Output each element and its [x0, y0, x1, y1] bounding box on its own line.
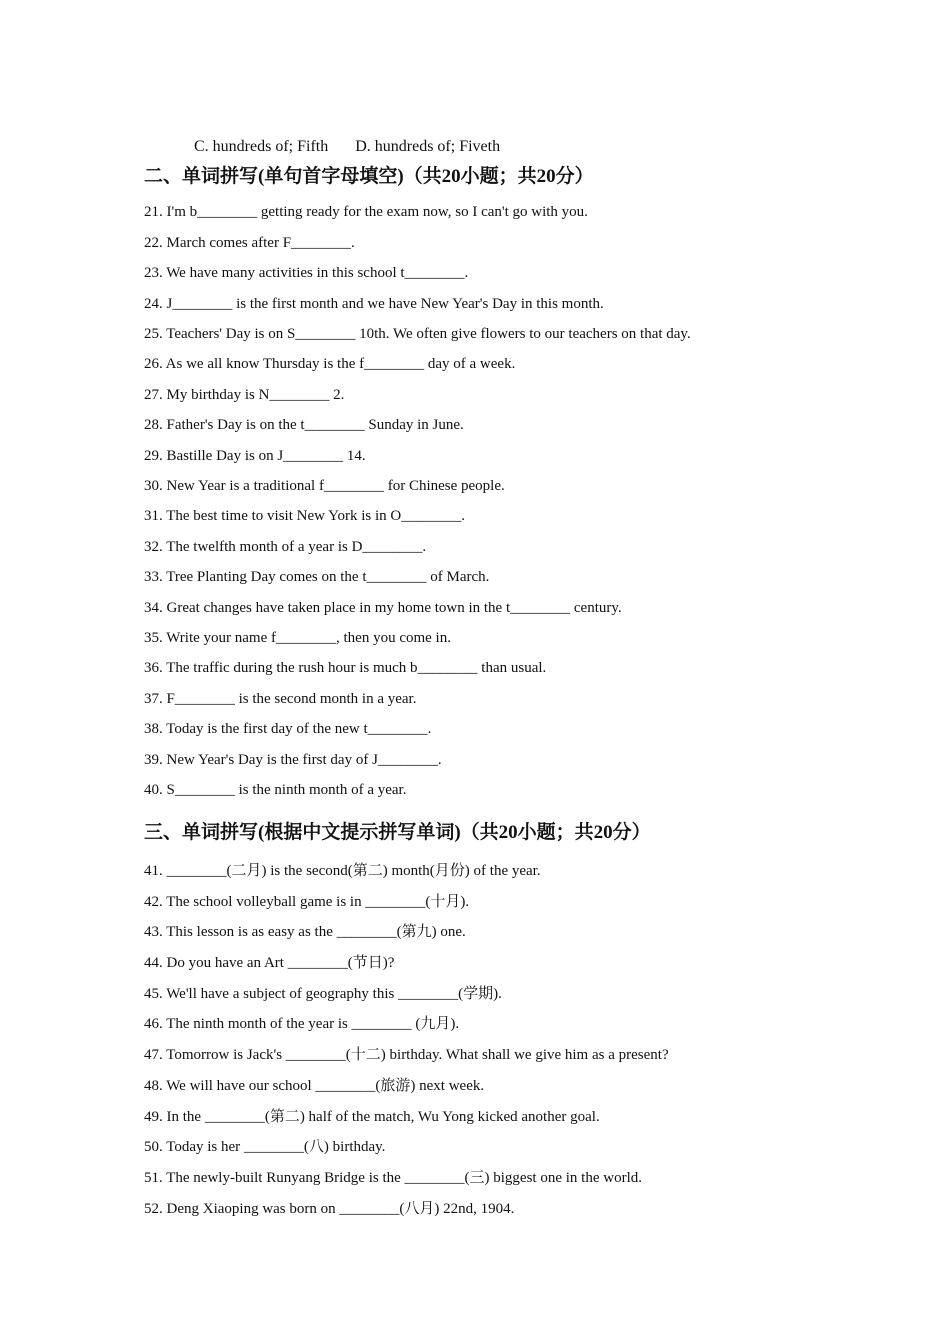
question-39: 39. New Year's Day is the first day of J________.	[144, 752, 442, 768]
question-45: 45. We'll have a subject of geography this ________(学期).	[144, 986, 502, 1002]
question-40: 40. S________ is the ninth month of a year.	[144, 782, 407, 798]
question-49: 49. In the ________(第二) half of the match, Wu Yong kicked another goal.	[144, 1109, 600, 1125]
option-d: D. hundreds of; Fiveth	[355, 138, 501, 155]
question-35: 35. Write your name f________, then you come in.	[144, 630, 451, 646]
option-c: C. hundreds of; Fifth	[194, 138, 329, 155]
question-34: 34. Great changes have taken place in my home town in the t________ century.	[144, 600, 622, 616]
question-44: 44. Do you have an Art ________(节日)?	[144, 955, 395, 971]
question-46: 46. The ninth month of the year is ________ (九月).	[144, 1016, 460, 1032]
question-51: 51. The newly-built Runyang Bridge is the ________(三) biggest one in the world.	[144, 1170, 642, 1186]
question-41: 41. ________(二月) is the second(第二) month(月份) of the year.	[144, 863, 541, 879]
section-2-heading: 二、单词拼写(单句首字母填空)（共20小题；共20分）	[144, 166, 594, 187]
question-52: 52. Deng Xiaoping was born on ________(八月) 22nd, 1904.	[144, 1201, 515, 1217]
question-29: 29. Bastille Day is on J________ 14.	[144, 448, 366, 464]
question-38: 38. Today is the first day of the new t________.	[144, 721, 432, 737]
question-21: 21. I'm b________ getting ready for the exam now, so I can't go with you.	[144, 204, 588, 220]
question-24: 24. J________ is the first month and we have New Year's Day in this month.	[144, 296, 604, 312]
question-25: 25. Teachers' Day is on S________ 10th. We often give flowers to our teachers on that day.	[144, 326, 691, 342]
section-3-heading: 三、单词拼写(根据中文提示拼写单词)（共20小题；共20分）	[144, 822, 651, 843]
question-22: 22. March comes after F________.	[144, 235, 355, 251]
question-42: 42. The school volleyball game is in ________(十月).	[144, 894, 470, 910]
question-30: 30. New Year is a traditional f________ for Chinese people.	[144, 478, 505, 494]
question-33: 33. Tree Planting Day comes on the t________ of March.	[144, 569, 490, 585]
question-48: 48. We will have our school ________(旅游) next week.	[144, 1078, 485, 1094]
question-43: 43. This lesson is as easy as the ________(第九) one.	[144, 924, 466, 940]
question-47: 47. Tomorrow is Jack's ________(十二) birthday. What shall we give him as a present?	[144, 1047, 669, 1063]
question-26: 26. As we all know Thursday is the f________ day of a week.	[144, 356, 516, 372]
question-36: 36. The traffic during the rush hour is much b________ than usual.	[144, 660, 547, 676]
question-23: 23. We have many activities in this school t________.	[144, 265, 469, 281]
question-50: 50. Today is her ________(八) birthday.	[144, 1139, 386, 1155]
question-27: 27. My birthday is N________ 2.	[144, 387, 345, 403]
question-31: 31. The best time to visit New York is in O________.	[144, 508, 465, 524]
question-37: 37. F________ is the second month in a year.	[144, 691, 417, 707]
question-32: 32. The twelfth month of a year is D________.	[144, 539, 427, 555]
question-28: 28. Father's Day is on the t________ Sunday in June.	[144, 417, 464, 433]
